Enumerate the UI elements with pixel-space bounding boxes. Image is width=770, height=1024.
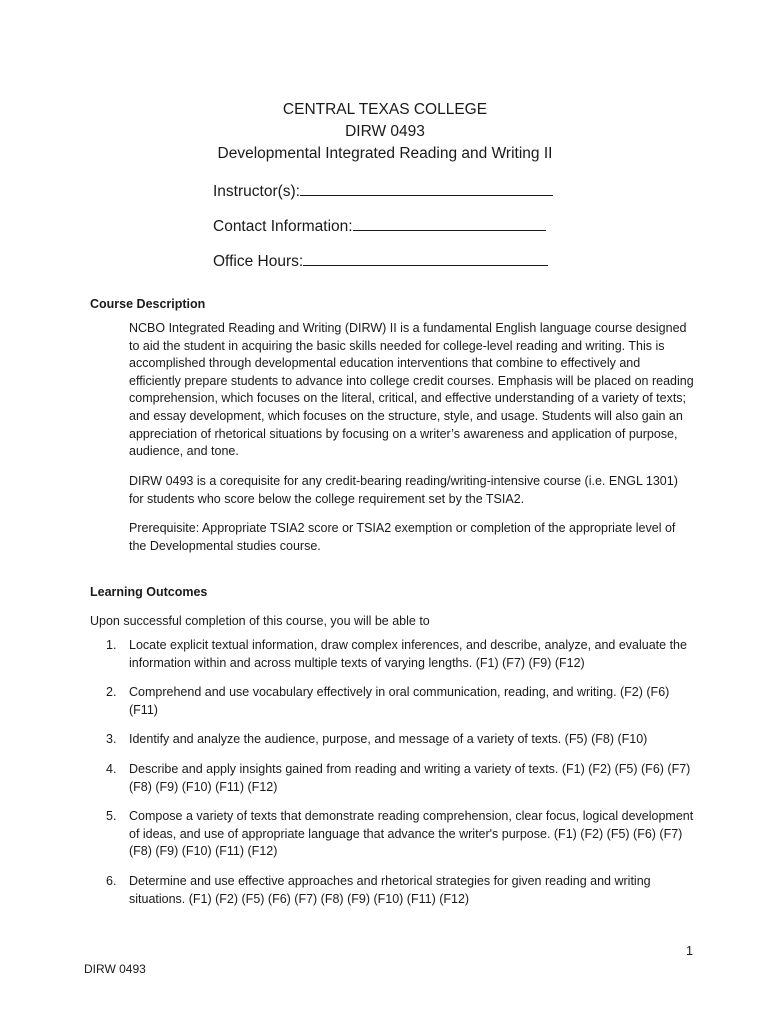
course-description-paragraph: NCBO Integrated Reading and Writing (DIRW) II is a fundamental English language course designed to aid the student in acquiring the basic skills needed for college-level reading and writing. This is accomplished through developmental education interventions that combine to effectively and efficiently prepare students to advance into college credit courses. Emphasis will be placed on reading comprehension, which focuses on the literal, critical, and effective understanding of a variety of texts; and essay development, which focuses on the structure, style, and usage. Students will also gain an appreciation of rhetorical situations by focusing on a writer’s awareness and application of purpose, audience, and tone. [129, 321, 694, 459]
list-item [90, 684, 700, 719]
footer-course-code: DIRW 0493 [84, 962, 146, 976]
outcomes-intro: Upon successful completion of this course, you will be able to [90, 614, 430, 628]
instructor-field [213, 178, 553, 213]
page-number: 1 [686, 944, 693, 958]
course-description-heading: Course Description [90, 297, 206, 311]
list-item [90, 731, 700, 749]
outcome-number: 4. [106, 761, 117, 776]
outcome-number: 6. [106, 873, 117, 888]
outcome-text: Compose a variety of texts that demonstrate reading comprehension, clear focus, logical development of ideas, and use of appropriate language that advance the writer's purpose. (F1) (F2) (F5) (F6) (F7) (F8) (F9) (F10) (F11) (F12) [129, 809, 694, 859]
list-item [90, 761, 700, 796]
outcome-number: 1. [106, 638, 117, 652]
list-item [90, 637, 700, 672]
course-code: DIRW 0493 [345, 123, 425, 140]
contact-label: Contact Information: [213, 218, 353, 235]
contact-field [213, 213, 553, 248]
list-item [90, 808, 700, 861]
outcomes-list [90, 637, 700, 908]
course-title: Developmental Integrated Reading and Writing II [217, 145, 553, 162]
office-hours-field [213, 248, 553, 283]
outcome-text: Determine and use effective approaches and rhetorical strategies for given reading and writing situations. (F1) (F2) (F5) (F6) (F7) (F8) (F9) (F10) (F11) (F12) [129, 873, 651, 906]
contact-blank-line [353, 213, 546, 231]
outcome-number: 3. [106, 732, 117, 747]
outcome-text: Comprehend and use vocabulary effectively in oral communication, reading, and writing. (F2) (F6) (F11) [129, 685, 670, 717]
outcome-number: 2. [106, 685, 117, 700]
outcome-text: Describe and apply insights gained from reading and writing a variety of texts. (F1) (F2) (F5) (F6) (F7) (F8) (F9) (F10) (F11) (F12) [129, 761, 691, 794]
outcome-number: 5. [106, 809, 117, 824]
outcome-text: Locate explicit textual information, draw complex inferences, and describe, analyze, and evaluate the information within and across multiple texts of varying lengths. (F1) (F7) (F9) (F12) [129, 638, 687, 670]
list-item [90, 873, 700, 908]
corequisite-paragraph: DIRW 0493 is a corequisite for any credit-bearing reading/writing-intensive course (i.e. ENGL 1301) for students who score below the college requirement set by the TSIA2. [129, 474, 678, 506]
learning-outcomes-heading: Learning Outcomes [90, 585, 208, 599]
office-hours-blank-line [303, 248, 548, 266]
document-header [0, 99, 770, 165]
outcome-text: Identify and analyze the audience, purpose, and message of a variety of texts. (F5) (F8) (F10) [129, 732, 648, 747]
instructor-label: Instructor(s): [213, 183, 300, 200]
info-fields [213, 178, 553, 283]
office-hours-label: Office Hours: [213, 253, 304, 270]
college-name: CENTRAL TEXAS COLLEGE [282, 101, 488, 118]
instructor-blank-line [300, 178, 553, 196]
prerequisite-paragraph: Prerequisite: Appropriate TSIA2 score or TSIA2 exemption or completion of the appropriate level of the Developmental studies course. [129, 521, 676, 553]
